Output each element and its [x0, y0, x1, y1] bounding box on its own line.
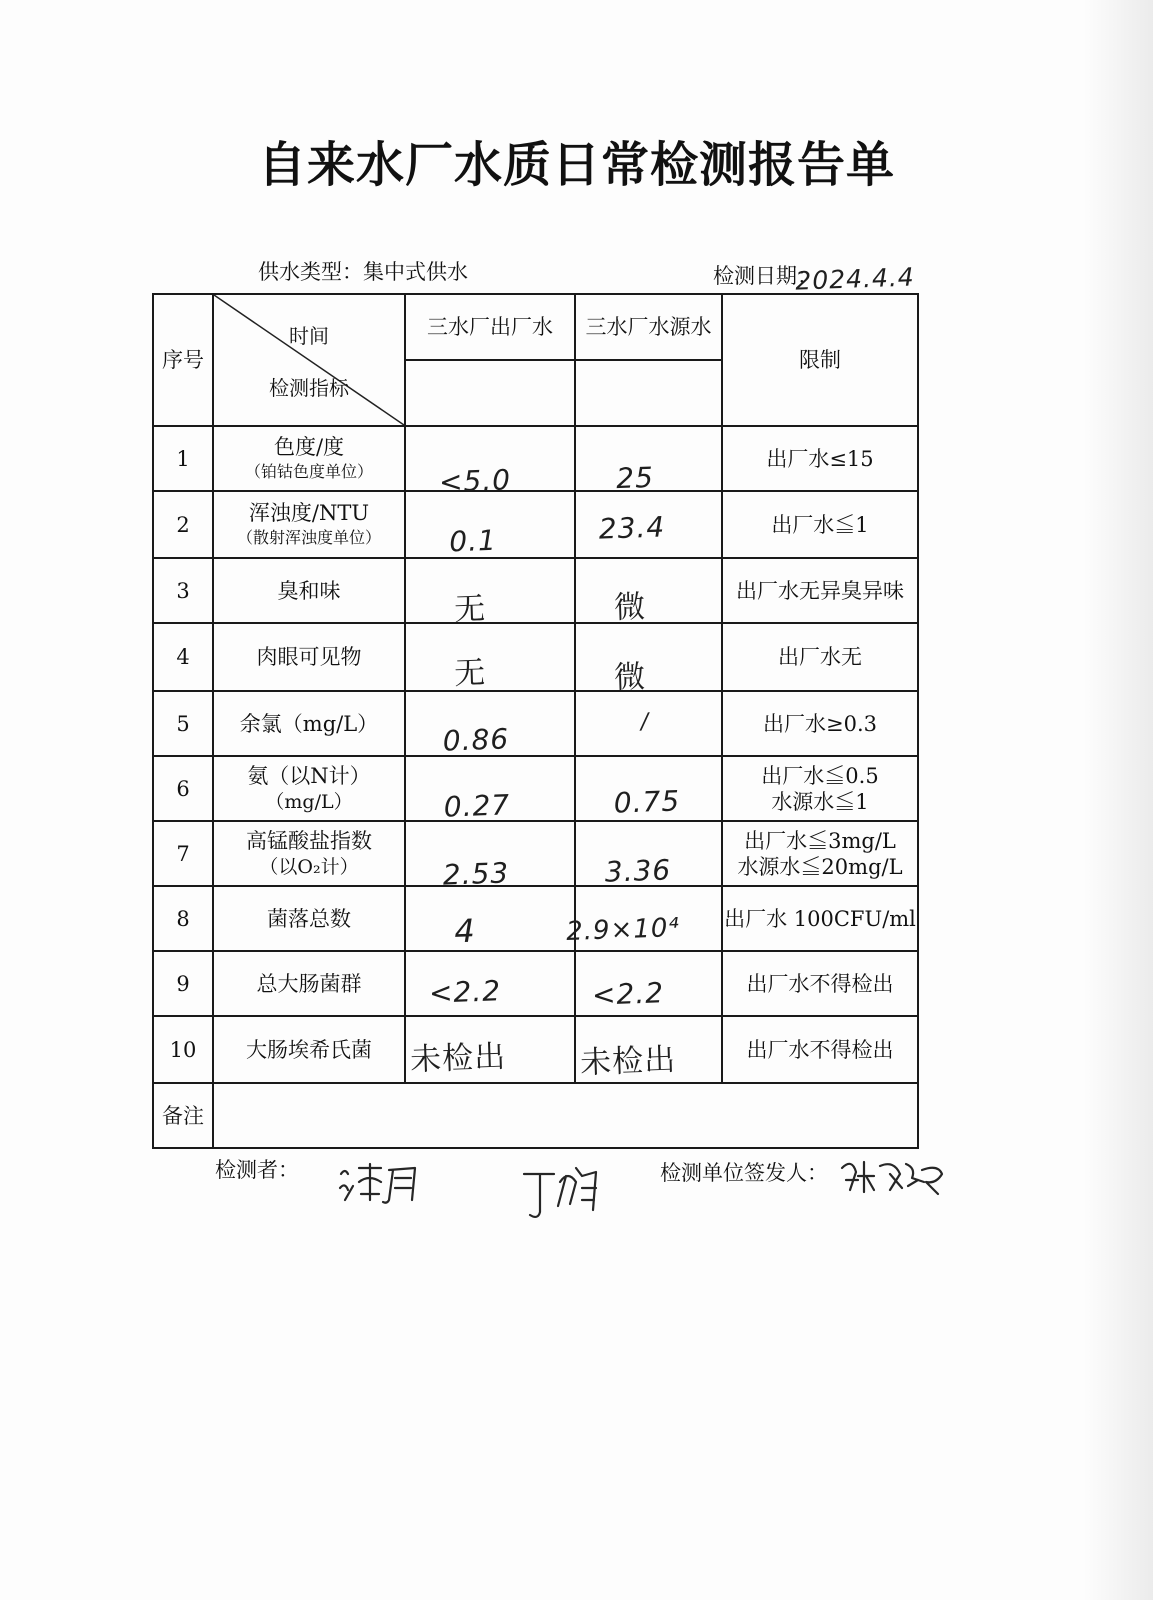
plant-outlet-cell — [405, 886, 575, 951]
indicator-note: （以O₂计） — [259, 855, 359, 878]
plant-outlet-value: 0.1 — [448, 523, 498, 559]
limit-line: 出厂水≦1 — [771, 512, 869, 537]
tester-signature-1 — [335, 1160, 430, 1208]
tester-signature-2 — [520, 1160, 602, 1222]
source-water-value: 3.36 — [604, 853, 672, 889]
header-plant-outlet: 三水厂出厂水 — [405, 294, 575, 360]
indicator-note: （散射浑浊度单位） — [236, 527, 381, 547]
supply-type-value: 集中式供水 — [363, 260, 468, 284]
source-water-value: <2.2 — [591, 976, 665, 1012]
source-water-value: 23.4 — [598, 510, 666, 546]
test-date-label: 检测日期： — [713, 264, 818, 288]
limit-line: 出厂水无异臭异味 — [736, 578, 904, 603]
plant-outlet-value: 0.27 — [443, 788, 511, 824]
remarks-row — [153, 1083, 918, 1148]
source-water-cell — [575, 558, 722, 623]
indicator-name: 余氯（mg/L） — [239, 711, 379, 736]
indicator-cell — [213, 886, 405, 951]
table-row — [153, 951, 918, 1016]
header-time: 时间 — [289, 324, 329, 348]
table-row — [153, 426, 918, 491]
plant-outlet-value: 2.53 — [442, 856, 510, 892]
header-diagonal-line — [214, 295, 404, 425]
row-seq: 9 — [153, 951, 213, 1016]
indicator-cell — [213, 691, 405, 756]
table-row — [153, 821, 918, 886]
limit-cell — [722, 1016, 918, 1083]
limit-cell — [722, 756, 918, 821]
indicator-name: 大肠埃希氏菌 — [246, 1037, 372, 1062]
issuer-signature — [838, 1156, 948, 1198]
indicator-name: 臭和味 — [277, 578, 341, 603]
limit-line: 出厂水不得检出 — [746, 971, 894, 996]
plant-outlet-cell — [405, 623, 575, 691]
indicator-name: 肉眼可见物 — [256, 645, 362, 669]
table-row — [153, 691, 918, 756]
header-limit: 限制 — [722, 294, 918, 426]
plant-outlet-cell — [405, 558, 575, 623]
limit-cell — [722, 691, 918, 756]
plant-outlet-value: 0.86 — [442, 722, 510, 758]
row-seq: 2 — [153, 491, 213, 558]
indicator-name: 总大肠菌群 — [256, 971, 362, 996]
limit-cell — [722, 623, 918, 691]
source-water-value: 0.75 — [613, 784, 681, 820]
limit-line: 出厂水不得检出 — [746, 1037, 894, 1062]
row-seq: 6 — [153, 756, 213, 821]
row-seq: 10 — [153, 1016, 213, 1083]
page-title: 自来水厂水质日常检测报告单 — [257, 137, 895, 193]
test-date-value: 2024.4.4 — [794, 262, 916, 296]
source-water-value: 25 — [615, 460, 655, 496]
limit-cell — [722, 558, 918, 623]
indicator-name: 浑浊度/NTU — [248, 500, 370, 525]
header-source-water: 三水厂水源水 — [575, 294, 722, 360]
indicator-name: 高锰酸盐指数 — [246, 828, 372, 853]
indicator-cell — [213, 756, 405, 821]
plant-outlet-value: <5.0 — [438, 463, 512, 499]
table-row — [153, 623, 918, 691]
indicator-name: 菌落总数 — [267, 906, 351, 931]
source-water-value: / — [640, 709, 650, 735]
indicator-cell — [213, 1016, 405, 1083]
plant-outlet-value: <2.2 — [428, 974, 502, 1010]
row-seq: 8 — [153, 886, 213, 951]
limit-line: 水源水≦1 — [771, 789, 869, 814]
indicator-note: （mg/L） — [265, 790, 353, 813]
limit-line: 出厂水≥0.3 — [763, 711, 877, 736]
limit-cell — [722, 951, 918, 1016]
row-seq: 5 — [153, 691, 213, 756]
indicator-cell — [213, 558, 405, 623]
header-row — [153, 294, 918, 360]
indicator-cell — [213, 426, 405, 491]
table-row — [153, 756, 918, 821]
table-row — [153, 491, 918, 558]
indicator-cell — [213, 491, 405, 558]
issuer-label: 检测单位签发人： — [660, 1161, 828, 1185]
row-seq: 1 — [153, 426, 213, 491]
header-plant-outlet-blank — [405, 360, 575, 426]
limit-cell — [722, 426, 918, 491]
plant-outlet-value: 4 — [453, 911, 477, 951]
indicator-note: （铂钴色度单位） — [244, 461, 373, 481]
limit-line: 水源水≦20mg/L — [737, 854, 903, 879]
limit-cell — [722, 886, 918, 951]
plant-outlet-value: 无 — [453, 654, 487, 693]
header-source-water-blank — [575, 360, 722, 426]
limit-line: 出厂水≦0.5 — [761, 763, 879, 788]
supply-type-label: 供水类型： — [258, 260, 363, 284]
supply-type — [258, 259, 468, 285]
report-table — [152, 293, 919, 1149]
limit-line: 出厂水≤15 — [766, 446, 874, 471]
remarks-label: 备注 — [153, 1083, 213, 1148]
table-row — [153, 1016, 918, 1083]
header-diagonal-cell — [213, 294, 405, 426]
source-water-value: 微 — [613, 588, 647, 627]
limit-cell — [722, 491, 918, 558]
indicator-cell — [213, 821, 405, 886]
row-seq: 7 — [153, 821, 213, 886]
limit-line: 出厂水无 — [778, 645, 862, 669]
table-row — [153, 886, 918, 951]
row-seq: 4 — [153, 623, 213, 691]
source-water-cell — [575, 623, 722, 691]
remarks-content — [213, 1083, 918, 1148]
tester-label: 检测者： — [215, 1158, 299, 1182]
indicator-cell — [213, 951, 405, 1016]
plant-outlet-value: 未检出 — [409, 1038, 507, 1079]
header-seq: 序号 — [153, 294, 213, 426]
limit-cell — [722, 821, 918, 886]
source-water-value: 未检出 — [579, 1041, 677, 1082]
row-seq: 3 — [153, 558, 213, 623]
indicator-name: 色度/度 — [273, 434, 345, 459]
indicator-name: 氨（以N计） — [247, 763, 371, 788]
scan-edge-shadow — [1083, 0, 1153, 1600]
indicator-cell — [213, 623, 405, 691]
limit-line: 出厂水 100CFU/ml — [724, 906, 916, 931]
header-indicator: 检测指标 — [269, 376, 349, 400]
source-water-value: 2.9×10⁴ — [565, 913, 681, 947]
limit-line: 出厂水≦3mg/L — [744, 828, 896, 853]
table-row — [153, 558, 918, 623]
plant-outlet-value: 无 — [453, 590, 487, 629]
source-water-value: 微 — [613, 658, 647, 697]
